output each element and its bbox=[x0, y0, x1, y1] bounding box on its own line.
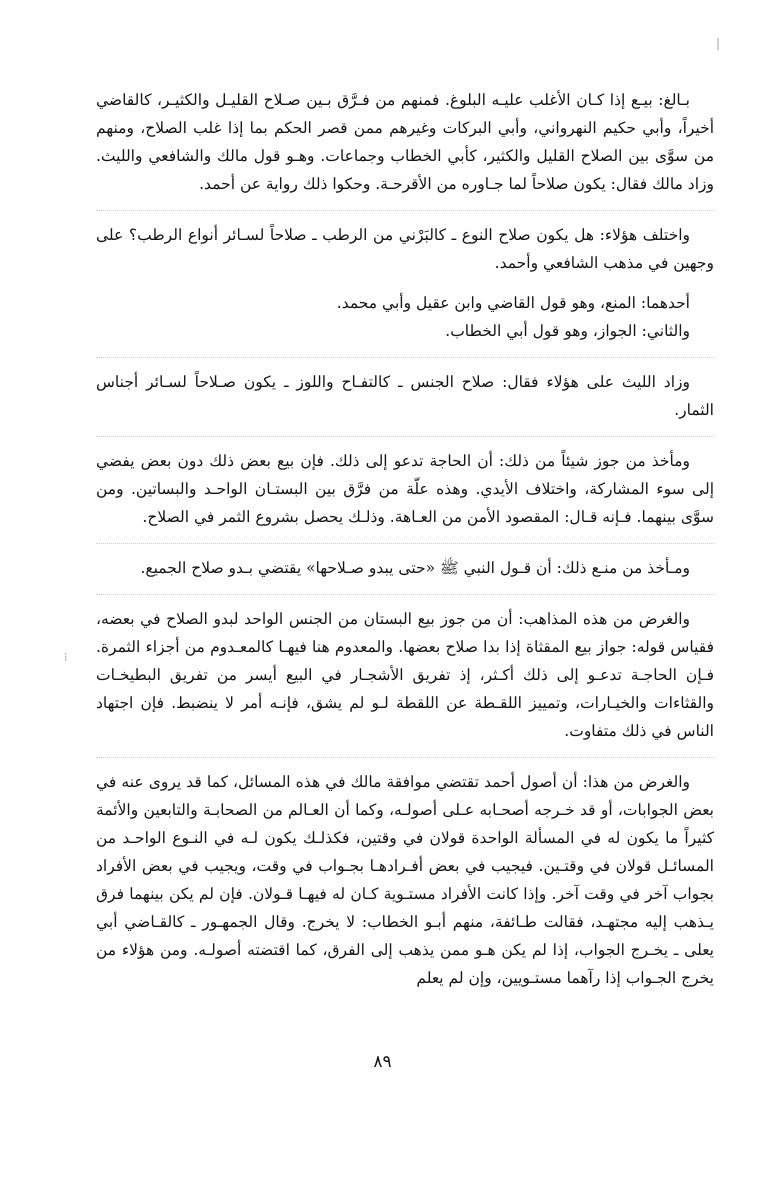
paragraph: ومأخذ من جوز شيئاً من ذلك: أن الحاجة تدعو إلى ذلك. فإن بيع بعض ذلك دون بعض يفضي إلى سوء المشاركة، واختلاف الأيدي. وهذه علّة من فرَّق بين البستـان الواحـد والبساتين. ومن سوَّى بينهما. فـإنه قـال: المقصود الأمن من العـاهة. وذلـك يحصل بشروع الثمر في الصلاح. bbox=[96, 452, 714, 526]
paragraph-divider bbox=[96, 210, 714, 211]
paragraph-divider bbox=[96, 436, 714, 437]
body-text bbox=[96, 86, 714, 1004]
paragraph: والغرض من هذه المذاهب: أن من جوز بيع البستان من الجنس الواحد لبدو الصلاح في بعضه، فقياس قوله: جواز بيع المقثاة إذا بدا صلاح بعضها. والمعدوم هنا فيهـا كالمعـدوم من أجزاء الثمرة. فـإن الحاجـة تدعـو إلى ذلك أكـثر، إذ تفريق الأشجـار في البيع أيسر من تفريق البطيخـات والقثاءات والخيـارات، وتمييز اللقـطة عن اللقطة لـو لم يشق، فإنـه أمر لا ينضبط. فإن اجتهاد الناس في ذلك متفاوت. bbox=[96, 610, 714, 740]
paragraph-divider bbox=[96, 543, 714, 544]
paragraph: والغرض من هذا: أن أصول أحمد تقتضي موافقة مالك في هذه المسائل، كما قد يروى عنه في بعض الجوابات، أو قد خـرجه أصحـابه عـلى أصولـه، وكما أن العـالم من الصحابـة والتابعين والأئمة كثيراً ما يكون له في المسألة الواحدة قولان في وقتين، فكذلـك يكون لـه في النـوع الواحـد من المسائـل قولان في وقتـين. فيجيب في بعض أفـرادهـا بجـواب في وقت، ويجيب في بعض الأفراد بجواب آخر في وقت آخر. وإذا كانت الأفراد مستـوية كـان له فيهـا قـولان. فإن لم يكن بينهما فرق يـذهب إليه مجتهـد، فقالت طـائفة، منهم أبـو الخطاب: لا يخرج. وقال الجمهـور ـ كالقـاضي أبي يعلى ـ يخـرج الجواب، إذا لم يكن هـو ممن يذهب إلى الفرق، كما اقتضته أصولـه. ومن هؤلاء من يخرج الجـواب إذا رآهما مستـويين، وإن لم يعلم bbox=[96, 773, 714, 987]
paragraph-divider bbox=[96, 357, 714, 358]
paragraph-divider bbox=[96, 757, 714, 758]
page-number: ٨٩ bbox=[373, 1052, 392, 1072]
list-item: أحدهما: المنع، وهو قول القاضي وابن عقيل وأبي محمد. bbox=[336, 294, 690, 312]
list-item: والثاني: الجواز، وهو قول أبي الخطاب. bbox=[445, 322, 690, 340]
scan-speck: ⁞ bbox=[64, 650, 68, 664]
paragraph-divider bbox=[96, 594, 714, 595]
paragraph: واختلف هؤلاء: هل يكون صلاح النوع ـ كالبَرْني من الرطب ـ صلاحاً لسـائر أنواع الرطب؟ على وجهين في مذهب الشافعي وأحمد. bbox=[96, 226, 714, 272]
scan-speck: | bbox=[716, 36, 721, 50]
paragraph: ومـأخذ من منـع ذلك: أن قـول النبي ﷺ «حتى يبدو صـلاحها» يقتضي بـدو صلاح الجميع. bbox=[140, 559, 690, 577]
paragraph: وزاد الليث على هؤلاء فقال: صلاح الجنس ـ كالتفـاح واللوز ـ يكون صـلاحاً لسـائر أجناس الثمار. bbox=[96, 373, 714, 419]
paragraph: بـالغ: بيـع إذا كـان الأغلب عليـه البلوغ. فمنهم من فـرَّق بـين صـلاح القليـل والكثيـر، كالقاضي أخيراً، وأبي حكيم النهرواني، وأبي البركات وغيرهم ممن قصر الحكم بما إذا غلب الصلاح، ومنهم من سوَّى بين الصلاح القليل والكثير، كأبي الخطاب وجماعات. وهـو قول مالك والشافعي والليث. وزاد مالك فقال: يكون صلاحاً لما جـاوره من الأقرحـة. وحكوا ذلك رواية عن أحمد. bbox=[96, 91, 714, 193]
